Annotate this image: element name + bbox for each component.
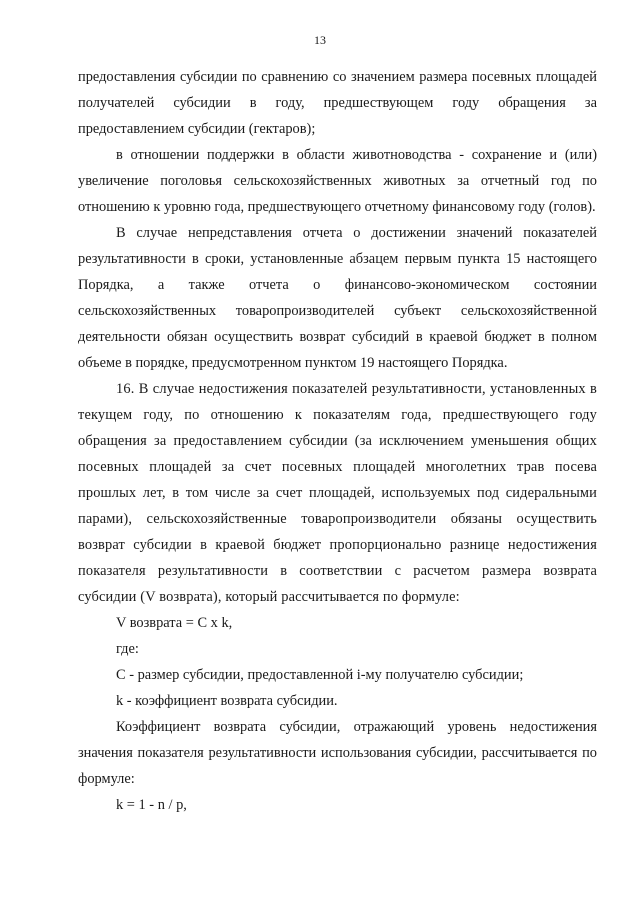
formula-k: k = 1 - n / p, (116, 797, 187, 813)
where-label: где: (116, 641, 139, 657)
paragraph-item-16: 16. В случае недостижения показателей результативности, установленных в текущем году, по отношению к показателям года, предшествующего году обращения за предоставлением субсидии (за исключением уменьшения общих посевных площадей за счет посевных площадей многолетних трав посева прошлых лет, в том числе за счет площадей, используемых под сидеральными парами), сельскохозяйственные товаропроизводители обязаны осуществить возврат субсидии в краевой бюджет пропорционально разнице недостижения показателя результативности в соответствии с расчетом размера возврата субсидии (V возврата), который рассчитывается по формуле: (78, 381, 597, 605)
definition-k: k - коэффициент возврата субсидии. (116, 693, 338, 709)
definition-c: С - размер субсидии, предоставленной i-му получателю субсидии; (116, 667, 524, 683)
document-body (78, 64, 597, 818)
formula-v-return: V возврата = С x k, (116, 615, 233, 631)
paragraph-coefficient: Коэффициент возврата субсидии, отражающий уровень недостижения значения показателя результативности использования субсидии, рассчитывается по формуле: (78, 719, 597, 787)
page-number: 13 (314, 33, 326, 47)
paragraph-continuation: предоставления субсидии по сравнению со значением размера посевных площадей получателей субсидии в году, предшествующем году обращения за предоставлением субсидии (гектаров); (78, 69, 597, 137)
paragraph-report-nonsubmission: В случае непредставления отчета о достижении значений показателей результативности в сроки, установленные абзацем первым пункта 15 настоящего Порядка, а также отчета о финансово-экономическом состоянии сельскохозяйственных товаропроизводителей субъект сельскохозяйственной деятельности обязан осуществить возврат субсидий в краевой бюджет в полном объеме в порядке, предусмотренном пунктом 19 настоящего Порядка. (78, 225, 597, 371)
paragraph-livestock-support: в отношении поддержки в области животноводства - сохранение и (или) увеличение поголовья сельскохозяйственных животных за отчетный год по отношению к уровню года, предшествующего отчетному финансовому году (голов). (78, 147, 597, 215)
